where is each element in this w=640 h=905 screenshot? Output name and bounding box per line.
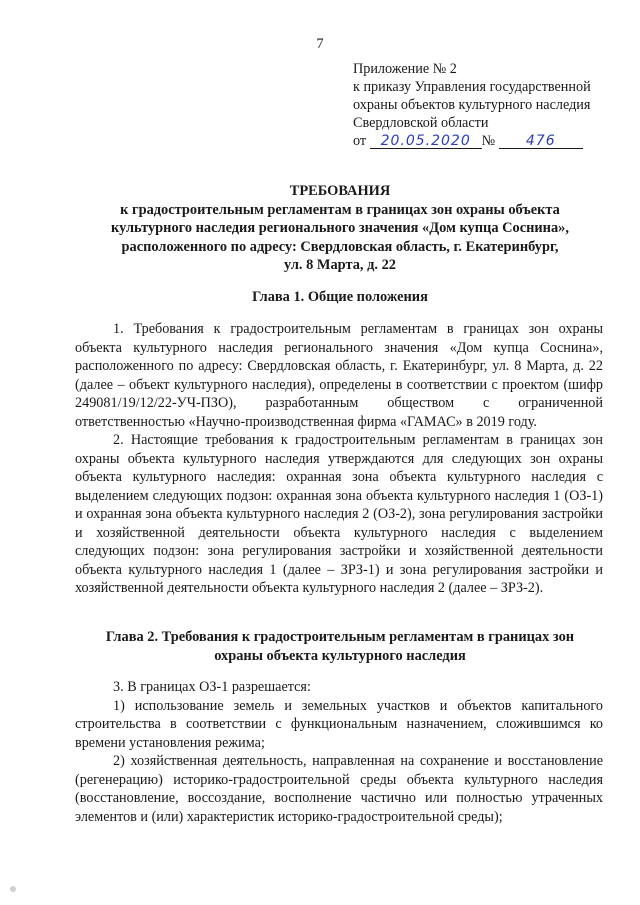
- page-number: 7: [316, 36, 324, 52]
- number-prefix: №: [481, 133, 496, 149]
- title-heading: ТРЕБОВАНИЯ: [289, 183, 391, 199]
- paragraph-3: 3. В границах ОЗ-1 разрешается:: [113, 679, 311, 695]
- paragraph-1: 1. Требования к градостроительным регламентам в границах зон охраны объекта культурного наследия регионального значения «Дом купца Соснина», расположенного по адресу: Свердловская область, г. Екатеринбург, ул. 8 Марта, д. 22 (далее – объект культурного наследия), определены в соответствии с проектом (шифр 249081/19/12/22-УЧ-ПЗО), разработанным обществом с ограниченной ответственностью «Научно-производственная фирма «ГАМАС» в 2019 году.: [75, 321, 603, 430]
- attachment-block: [353, 60, 633, 150]
- chapter-1-body: [75, 320, 603, 598]
- title-line-2: культурного наследия регионального значения «Дом купца Соснина»,: [111, 220, 569, 236]
- paragraph-2: 2. Настоящие требования к градостроительным регламентам в границах зон охраны объекта культурного наследия утверждаются для следующих зон охраны объекта культурного наследия: охранная зона объекта культурного наследия с выделением следующих подзон: охранная зона объекта культурного наследия 1 (ОЗ-1) и охранная зона объекта культурного наследия 2 (ОЗ-2), зона регулирования застройки и хозяйственной деятельности объекта культурного наследия с выделением следующих подзон: зона регулирования застройки и хозяйственной деятельности объекта культурного наследия 1 (далее – ЗРЗ-1) и зона регулирования застройки и хозяйственной деятельности объекта культурного наследия 2 (далее – ЗРЗ-2).: [75, 432, 603, 596]
- list-item-2: 2) хозяйственная деятельность, направленная на сохранение и восстановление (регенерацию) историко-градостроительной среды объекта культурного наследия (восстановление, воссоздание, восполнение частично или полностью утраченных элементов и (или) характеристик историко-градостроительной среды);: [75, 753, 603, 825]
- chapter-1-heading: Глава 1. Общие положения: [252, 289, 428, 305]
- title-line-3: расположенного по адресу: Свердловская область, г. Екатеринбург,: [121, 238, 559, 255]
- scan-artifact: [10, 886, 16, 892]
- attachment-order-ref: к приказу Управления государственной: [353, 79, 591, 95]
- attachment-authority: охраны объектов культурного наследия: [353, 97, 591, 113]
- chapter-2-heading-line-1: Глава 2. Требования к градостроительным регламентам в границах зон: [105, 629, 575, 645]
- chapter-2-body: [75, 678, 603, 826]
- title-line-4: ул. 8 Марта, д. 22: [284, 257, 396, 273]
- chapter-2-heading-line-2: охраны объекта культурного наследия: [214, 647, 466, 664]
- date-field: [370, 134, 482, 149]
- handwritten-number: 476: [525, 133, 556, 149]
- from-prefix: от: [353, 133, 367, 149]
- title-line-1: к градостроительным регламентам в границах зон охраны объекта: [120, 201, 560, 218]
- document-title: [75, 182, 605, 275]
- list-item-1: 1) использование земель и земельных участков и объектов капитального строительства в соответствии с функциональным назначением, сложившимся ко времени установления режима;: [75, 697, 603, 751]
- attachment-date-number-line: [353, 132, 633, 150]
- number-field: [499, 134, 583, 149]
- handwritten-date: 20.05.2020: [380, 133, 471, 149]
- attachment-title: Приложение № 2: [353, 61, 457, 77]
- attachment-region: Свердловской области: [353, 115, 489, 131]
- chapter-2-heading: [75, 628, 605, 665]
